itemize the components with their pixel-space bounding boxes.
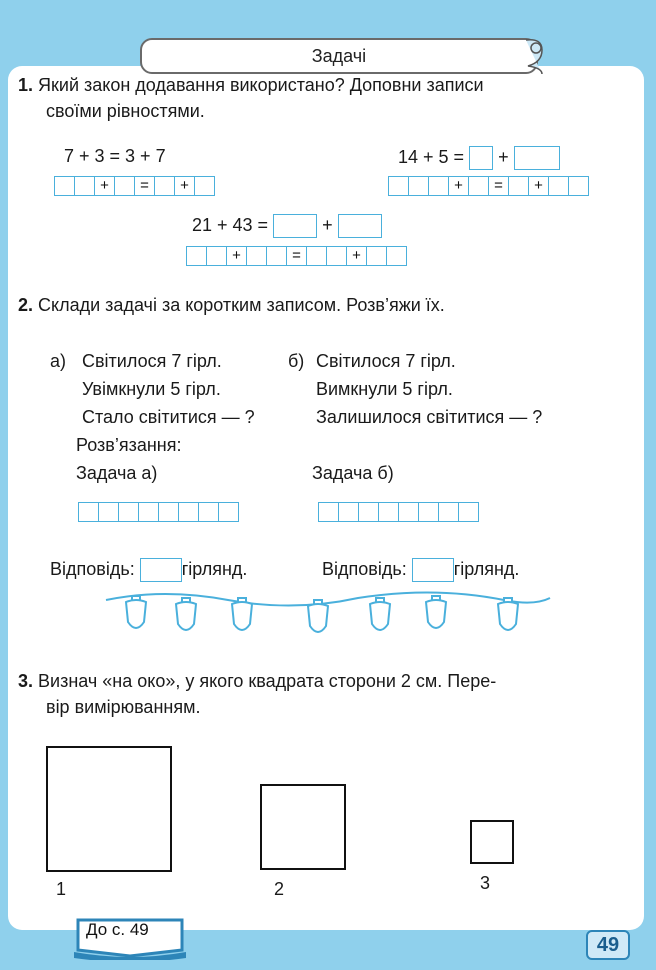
task2-b-line2: Вимкнули 5 гірл. bbox=[316, 379, 453, 399]
task2-b-line1: Світилося 7 гірл. bbox=[316, 351, 456, 371]
task1-line2: своїми рівностями. bbox=[46, 101, 205, 121]
solution-row-b[interactable] bbox=[318, 502, 478, 522]
bulb-icon bbox=[498, 598, 518, 630]
answer-b-label: Відповідь: bbox=[322, 559, 407, 579]
task2-question bbox=[18, 292, 445, 318]
task2-a-line2: Увімкнули 5 гірл. bbox=[82, 379, 221, 399]
equation-b-plus: + bbox=[498, 146, 509, 167]
bulb-icon bbox=[308, 600, 328, 632]
square-3 bbox=[470, 820, 514, 864]
square-1 bbox=[46, 746, 172, 872]
task-b-label: Задача б) bbox=[312, 463, 394, 483]
task2-b-line3: Залишилося світитися — ? bbox=[316, 407, 543, 427]
answer-b-unit: гірлянд. bbox=[453, 559, 520, 579]
page-title: Задачі bbox=[140, 38, 538, 74]
task3-line2: вір вимірюванням. bbox=[46, 697, 201, 717]
answer-b bbox=[322, 556, 519, 582]
scroll-curl-icon bbox=[522, 36, 550, 76]
square-3-label: 3 bbox=[480, 873, 491, 893]
task2-b-marker: б) bbox=[288, 351, 305, 371]
equation-c-box1[interactable] bbox=[273, 214, 317, 238]
answer-row-b[interactable]: + = + bbox=[388, 176, 588, 196]
task1-question bbox=[18, 72, 484, 98]
task1-line1: Який закон додавання використано? Доповни записи bbox=[38, 75, 484, 95]
equation-c-plus: + bbox=[322, 214, 333, 235]
answer-row-a[interactable]: + = + bbox=[54, 176, 214, 196]
equation-b-left: 14 + 5 = bbox=[398, 146, 465, 167]
book-reference-label: До с. 49 bbox=[86, 920, 149, 939]
equation-b bbox=[398, 146, 560, 170]
task3-line1: Визнач «на око», у якого квадрата сторони 2 см. Пере- bbox=[38, 671, 497, 691]
task2-number: 2. bbox=[18, 295, 34, 315]
bulb-icon bbox=[126, 596, 146, 628]
task1-number: 1. bbox=[18, 75, 34, 95]
page-number: 49 bbox=[586, 930, 630, 960]
answer-row-c[interactable]: + = + bbox=[186, 246, 406, 266]
bulb-icon bbox=[370, 598, 390, 630]
answer-a bbox=[50, 556, 247, 582]
answer-a-unit: гірлянд. bbox=[181, 559, 248, 579]
square-2 bbox=[260, 784, 346, 870]
bulb-icon bbox=[232, 598, 252, 630]
square-1-label: 1 bbox=[56, 879, 67, 899]
square-2-label: 2 bbox=[274, 879, 285, 899]
garland-illustration bbox=[104, 590, 552, 650]
answer-b-box[interactable] bbox=[412, 558, 454, 582]
bulb-icon bbox=[176, 598, 196, 630]
task3-number: 3. bbox=[18, 671, 34, 691]
task-a-label: Задача а) bbox=[76, 463, 158, 483]
equation-a: 7 + 3 = 3 + 7 bbox=[64, 146, 166, 166]
equation-c bbox=[192, 214, 382, 238]
equation-c-left: 21 + 43 = bbox=[192, 214, 269, 235]
task2-a-line1: Світилося 7 гірл. bbox=[82, 351, 222, 371]
equation-c-box2[interactable] bbox=[338, 214, 382, 238]
task2-text: Склади задачі за коротким записом. Розв’яжи їх. bbox=[38, 295, 445, 315]
task2-a-line3: Стало світитися — ? bbox=[82, 407, 255, 427]
equation-b-box1[interactable] bbox=[469, 146, 493, 170]
bulb-icon bbox=[426, 596, 446, 628]
task2-a-marker: а) bbox=[50, 351, 67, 371]
equation-b-box2[interactable] bbox=[514, 146, 560, 170]
answer-a-label: Відповідь: bbox=[50, 559, 135, 579]
solution-row-a[interactable] bbox=[78, 502, 238, 522]
solution-label: Розв’язання: bbox=[76, 435, 182, 455]
answer-a-box[interactable] bbox=[140, 558, 182, 582]
task3-question bbox=[18, 668, 496, 694]
